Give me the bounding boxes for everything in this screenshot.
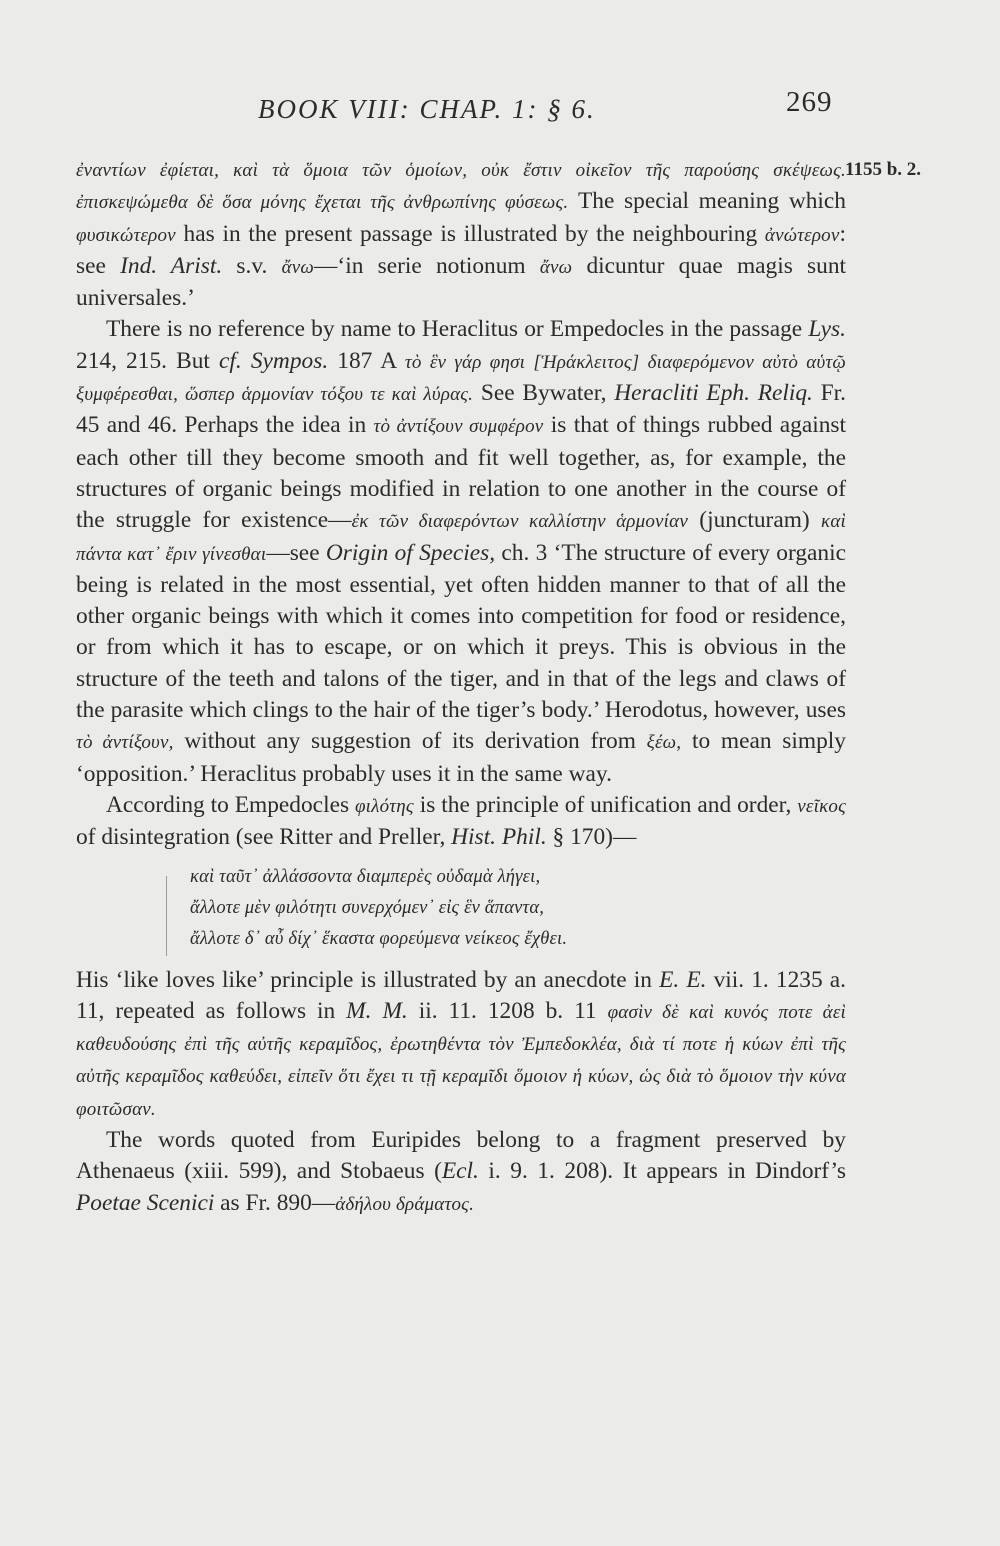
text-run: dicuntur quae magis sunt universales.’ bbox=[76, 252, 847, 312]
italic-text: Lys. bbox=[808, 316, 846, 343]
margin-reference: 1155 b. 2. bbox=[845, 159, 922, 180]
italic-text: cf. Sympos. bbox=[219, 347, 329, 374]
greek-text: ξέω, bbox=[646, 732, 682, 754]
greek-text: τὸ ἀντίξουν συμφέρον bbox=[373, 416, 544, 438]
greek-text: φυσικώτερον bbox=[76, 224, 176, 246]
text-run: vii. 1. 1235 a. 11, repeated as follows in bbox=[76, 966, 847, 1024]
paragraph-5 bbox=[76, 1125, 846, 1220]
paragraph-2 bbox=[76, 314, 846, 789]
text-run: 214, 215. But bbox=[76, 347, 220, 374]
italic-text: Hist. Phil. bbox=[451, 824, 547, 851]
page-number: 269 bbox=[786, 86, 833, 118]
text-run: s.v. bbox=[222, 252, 282, 279]
greek-text: νεῖκος bbox=[797, 795, 846, 817]
text-run: is that of things rubbed against each other till they become smooth and fit well together, as, for example, the structures of organic beings modified in relation to one another in the course of the struggle for existence— bbox=[76, 412, 846, 534]
text-run: of disintegration (see Ritter and Preller, bbox=[76, 824, 452, 851]
text-run: The special meaning which bbox=[568, 188, 847, 215]
text-run: —‘in serie notionum bbox=[314, 252, 540, 279]
text-run: without any suggestion of its derivation from bbox=[173, 728, 647, 755]
italic-text: Heracliti Eph. Reliq. bbox=[614, 380, 813, 407]
greek-text: ἄνω bbox=[539, 256, 573, 278]
text-run: ii. 11. 1208 b. 11 bbox=[407, 997, 608, 1024]
greek-text: ἐναντίων ἐφίεται, καὶ τὰ ὅμοια τῶν ὁμοίων, οὐκ ἔστιν οἰκεῖον τῆς παρούσης σκέψεως. ἐπισκεψώμεθα δὲ ὅσα μόνης ἔχεται τῆς ἀνθρωπίνης φύσεως. bbox=[76, 160, 846, 214]
text-run: There is no reference by name to Heraclitus or Empedocles in the passage bbox=[106, 316, 809, 343]
text-run: Fr. 45 and 46. Perhaps the idea in bbox=[76, 380, 846, 439]
text-run: to mean simply ‘opposition.’ Heraclitus probably uses it in the same way. bbox=[76, 728, 846, 787]
text-run: (juncturam) bbox=[687, 507, 822, 534]
verse-line: καὶ ταῦτ᾽ ἀλλάσσοντα διαμπερὲς οὐδαμὰ λήγει, bbox=[190, 866, 541, 887]
greek-text: τὸ ἓν γάρ φησι [Ἡράκλειτος] διαφερόμενον αὐτὸ αὑτῷ ξυμφέρεσθαι, ὥσπερ ἁρμονίαν τόξου τε καὶ λύρας. bbox=[76, 351, 846, 406]
text-run: § 170)— bbox=[546, 824, 637, 851]
verse-line: ἄλλοτε δ᾽ αὖ δίχ᾽ ἕκαστα φορεύμενα νείκεος ἔχθει. bbox=[190, 928, 568, 949]
verse-bracket bbox=[166, 876, 172, 956]
verse-quotation bbox=[190, 862, 846, 955]
paragraph-1 bbox=[76, 154, 846, 314]
greek-text: ἀδήλου δράματος. bbox=[335, 1193, 475, 1215]
paragraph-3 bbox=[76, 790, 846, 854]
italic-text: Ecl. bbox=[441, 1158, 479, 1185]
text-run: has in the present passage is illustrated by the neighbouring bbox=[175, 220, 765, 247]
greek-text: καὶ πάντα κατ᾽ ἔριν γίνεσθαι bbox=[76, 511, 846, 565]
text-run: See Bywater, bbox=[473, 380, 615, 407]
greek-text: ἀνώτερον bbox=[764, 224, 840, 246]
italic-text: Ind. Arist. bbox=[120, 252, 223, 279]
text-run: is the principle of unification and order, bbox=[413, 791, 798, 818]
italic-text: Poetae Scenici bbox=[76, 1189, 215, 1216]
greek-text: ἄνω bbox=[281, 256, 315, 278]
text-run: According to Empedocles bbox=[106, 791, 355, 818]
running-head: BOOK VIII: CHAP. 1: § 6. bbox=[258, 94, 596, 124]
greek-text: ἐκ τῶν διαφερόντων καλλίστην ἁρμονίαν bbox=[351, 511, 688, 533]
text-run: : see bbox=[76, 220, 846, 279]
main-text bbox=[76, 154, 846, 1220]
greek-text: τὸ ἀντίξουν, bbox=[76, 732, 174, 754]
paragraph-4 bbox=[76, 965, 846, 1125]
text-run: i. 9. 1. 208). It appears in Dindorf’s bbox=[478, 1158, 846, 1185]
text-run: His ‘like loves like’ principle is illustrated by an anecdote in bbox=[76, 966, 660, 993]
text-run: —see bbox=[266, 539, 326, 566]
italic-text: M. M. bbox=[346, 997, 408, 1024]
text-run: as Fr. 890— bbox=[214, 1189, 336, 1216]
page-header bbox=[258, 86, 858, 130]
greek-text: φιλότης bbox=[354, 795, 414, 817]
greek-text: φασὶν δὲ καὶ κυνός ποτε ἀεὶ καθευδούσης ἐπὶ τῆς αὐτῆς κεραμῖδος, ἐρωτηθέντα τὸν Ἐμπεδοκλέα, διὰ τί ποτε ἡ κύων ἐπὶ τῆς αὐτῆς κεραμῖδος καθεύδει, εἰπεῖν ὅτι ἔχει τι τῇ κεραμῖδι ὅμοιον ἡ κύων, ὡς διὰ τὸ ὅμοιον τὴν κύνα φοιτῶσαν. bbox=[76, 1001, 847, 1120]
italic-text: E. E. bbox=[659, 966, 707, 993]
verse-line: ἄλλοτε μὲν φιλότητι συνερχόμεν᾽ εἰς ἓν ἅπαντα, bbox=[190, 897, 545, 918]
text-run: ch. 3 ‘The structure of every organic being is related in the most essential, yet often hidden manner to that of all the other organic beings with which it comes into competition for food or residence, or from which it has to escape, or on which it preys. This is obvious in the structure of the teeth and talons of the tiger, and in that of the legs and claws of the parasite which clings to the hair of the tiger’s body.’ Herodotus, however, uses bbox=[76, 539, 846, 724]
italic-text: Origin of Species, bbox=[325, 539, 496, 566]
text-run: 187 A bbox=[328, 347, 405, 374]
text-run: The words quoted from Euripides belong to a fragment preserved by Athenaeus (xiii. 599), and Stobaeus ( bbox=[76, 1127, 846, 1185]
